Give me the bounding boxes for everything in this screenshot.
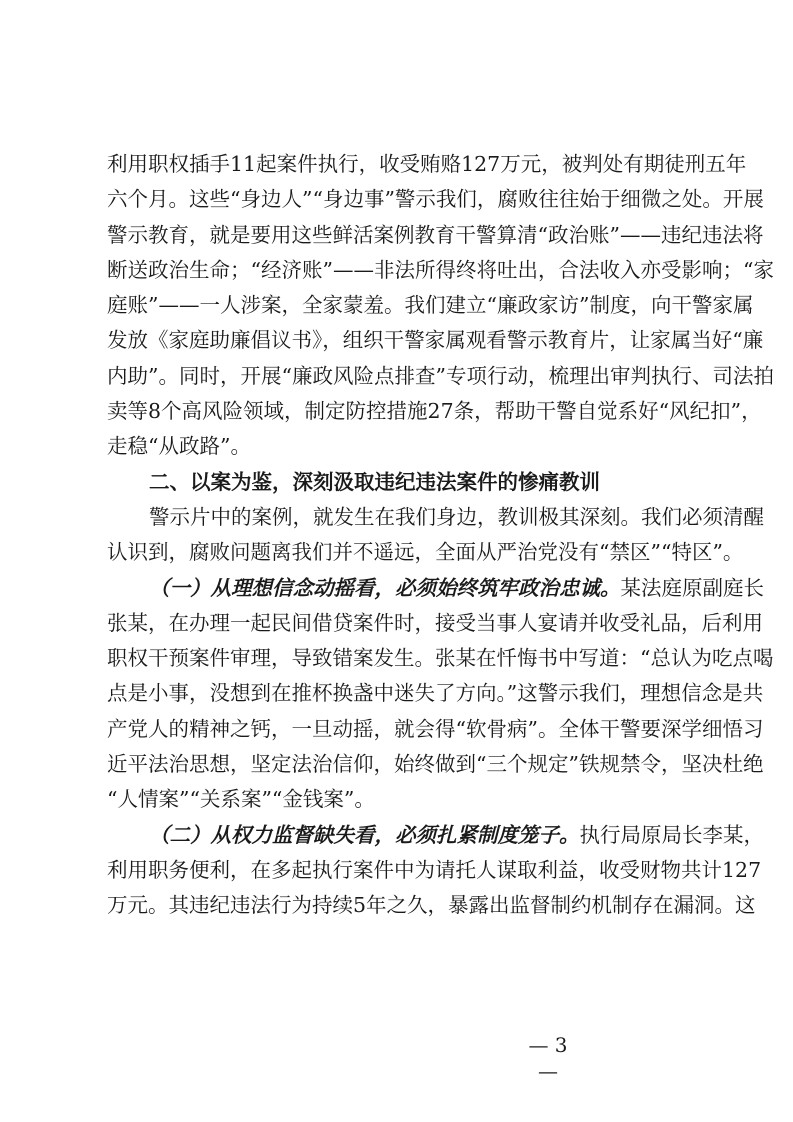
paragraph-line: 走稳“从政路”。 — [107, 434, 251, 459]
paragraph-line: 断送政治生命；“经济账”——非法所得终将吐出，合法收入亦受影响；“家 — [107, 257, 774, 282]
paragraph-text: 某法庭原副庭长 — [620, 575, 764, 600]
section-heading: 二、以案为鉴，深刻汲取违纪违法案件的惨痛教训 — [149, 469, 600, 494]
paragraph-line: 利用职权插手11起案件执行，收受贿赂127万元，被判处有期徒刑五年 — [107, 152, 747, 176]
subsection-title: （二）从权力监督缺失看，必须扎紧制度笼子。 — [149, 822, 580, 847]
paragraph-line: 六个月。这些“身边人”“身边事”警示我们，腐败往往始于细微之处。开展 — [107, 187, 764, 212]
paragraph-line: 利用职务便利，在多起执行案件中为请托人谋取利益，收受财物共计127 — [107, 857, 762, 882]
paragraph-line: 产党人的精神之钙，一旦动摇，就会得“软骨病”。全体干警要深学细悟习 — [107, 716, 764, 741]
paragraph-line: 近平法治思想，坚定法治信仰，始终做到“三个规定”铁规禁令，坚决杜绝 — [107, 752, 764, 777]
subsection-title: （一）从理想信念动摇看，必须始终筑牢政治忠诚。 — [149, 575, 621, 600]
paragraph-line: 职权干预案件审理，导致错案发生。张某在忏悔书中写道：“总认为吃点喝 — [107, 646, 774, 671]
paragraph-line: 点是小事，没想到在推杯换盏中迷失了方向。”这警示我们，理想信念是共 — [107, 681, 764, 706]
paragraph-line: 警示教育，就是要用这些鲜活案例教育干警算清“政治账”——违纪违法将 — [107, 222, 764, 247]
document-body — [107, 147, 774, 924]
paragraph-line: 庭账”——一人涉案，全家蒙羞。我们建立“廉政家访”制度，向干警家属 — [107, 293, 754, 318]
paragraph-line: “人情案”“关系案”“金钱案”。 — [107, 787, 375, 812]
paragraph-line: 万元。其违纪违法行为持续5年之久，暴露出监督制约机制存在漏洞。这 — [107, 893, 756, 918]
paragraph-line: 警示片中的案例，就发生在我们身边，教训极其深刻。我们必须清醒 — [149, 504, 764, 529]
paragraph-line: 发放《家庭助廉倡议书》，组织干警家属观看警示教育片，让家属当好“廉 — [107, 328, 764, 353]
paragraph-line: 卖等8个高风险领域，制定防控措施27条，帮助干警自觉系好“风纪扣”， — [107, 399, 762, 424]
subsection-line — [107, 818, 764, 853]
paragraph-line: 张某，在办理一起民间借贷案件时，接受当事人宴请并收受礼品，后利用 — [107, 610, 763, 635]
page-number: — 3 — — [528, 1033, 568, 1083]
paragraph-text: 执行局原局长李某， — [579, 822, 764, 847]
paragraph-line: 认识到，腐败问题离我们并不遥远，全面从严治党没有“禁区”“特区”。 — [107, 540, 744, 565]
paragraph-line: 内助”。同时，开展“廉政风险点排查”专项行动，梳理出审判执行、司法拍 — [107, 363, 774, 388]
subsection-line — [107, 571, 764, 606]
